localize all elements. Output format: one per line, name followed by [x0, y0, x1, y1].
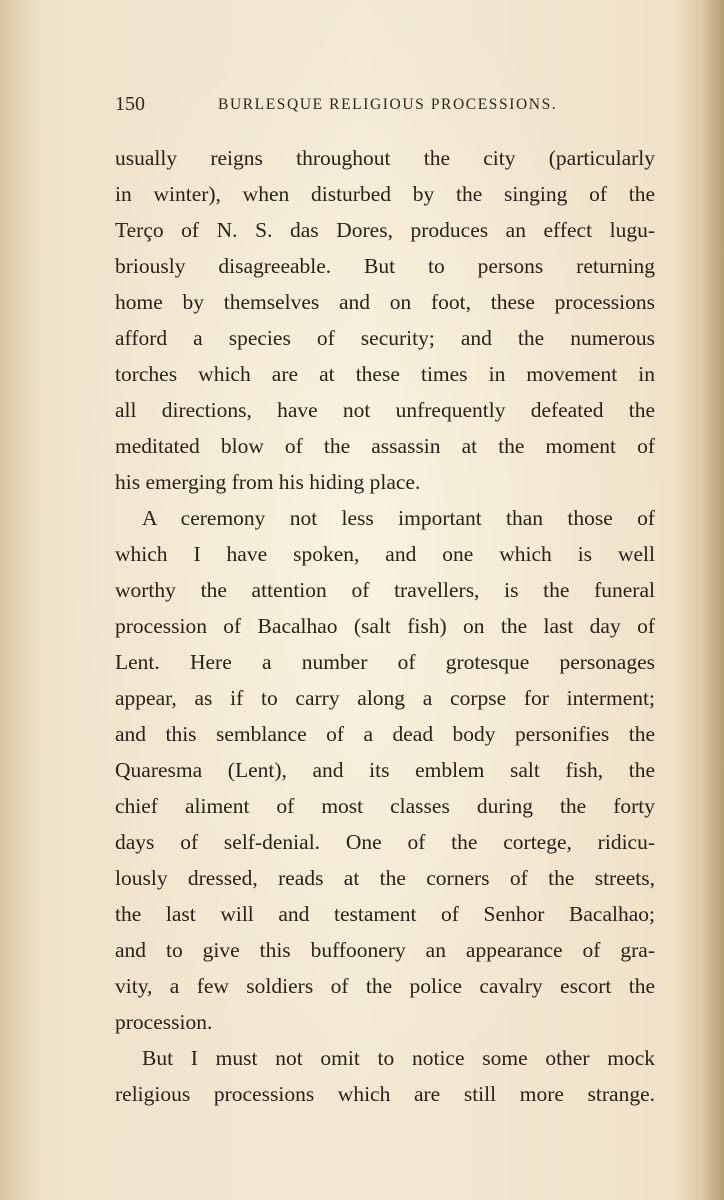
text-line: his emerging from his hiding place.: [115, 470, 421, 494]
text-line: Lent. Here a number of grotesque personages: [115, 650, 655, 674]
body-text: [115, 140, 655, 1112]
running-head: [115, 93, 655, 123]
text-line: afford a species of security; and the numerous: [115, 326, 655, 350]
text-line: lously dressed, reads at the corners of the streets,: [115, 866, 655, 890]
text-line: vity, a few soldiers of the police cavalry escort the: [115, 974, 655, 998]
text-line: religious processions which are still more strange.: [115, 1082, 655, 1106]
text-line: chief aliment of most classes during the forty: [115, 794, 655, 818]
text-line: But I must not omit to notice some other mock: [142, 1046, 655, 1070]
text-line: briously disagreeable. But to persons returning: [115, 254, 655, 278]
text-line: which I have spoken, and one which is well: [115, 542, 655, 566]
text-line: worthy the attention of travellers, is the funeral: [115, 578, 655, 602]
running-head-title: BURLESQUE RELIGIOUS PROCESSIONS.: [218, 96, 558, 113]
text-line: days of self-denial. One of the cortege, ridicu-: [115, 830, 655, 854]
text-line: appear, as if to carry along a corpse for interment;: [115, 686, 655, 710]
text-line: procession.: [115, 1010, 213, 1034]
text-line: in winter), when disturbed by the singing of the: [115, 182, 655, 206]
text-line: and to give this buffoonery an appearance of gra-: [115, 938, 655, 962]
text-line: Quaresma (Lent), and its emblem salt fish, the: [115, 758, 655, 782]
text-line: meditated blow of the assassin at the moment of: [115, 434, 655, 458]
text-line: A ceremony not less important than those of: [142, 506, 655, 530]
text-line: the last will and testament of Senhor Bacalhao;: [115, 902, 655, 926]
text-line: Terço of N. S. das Dores, produces an effect lugu-: [115, 218, 655, 242]
text-line: torches which are at these times in movement in: [115, 362, 655, 386]
page-edge-shadow: [702, 0, 724, 1200]
text-line: usually reigns throughout the city (particularly: [115, 146, 655, 170]
page-number: 150: [115, 93, 145, 115]
text-line: home by themselves and on foot, these processions: [115, 290, 655, 314]
text-line: and this semblance of a dead body personifies the: [115, 722, 655, 746]
text-line: procession of Bacalhao (salt fish) on the last day of: [115, 614, 655, 638]
text-line: all directions, have not unfrequently defeated the: [115, 398, 655, 422]
